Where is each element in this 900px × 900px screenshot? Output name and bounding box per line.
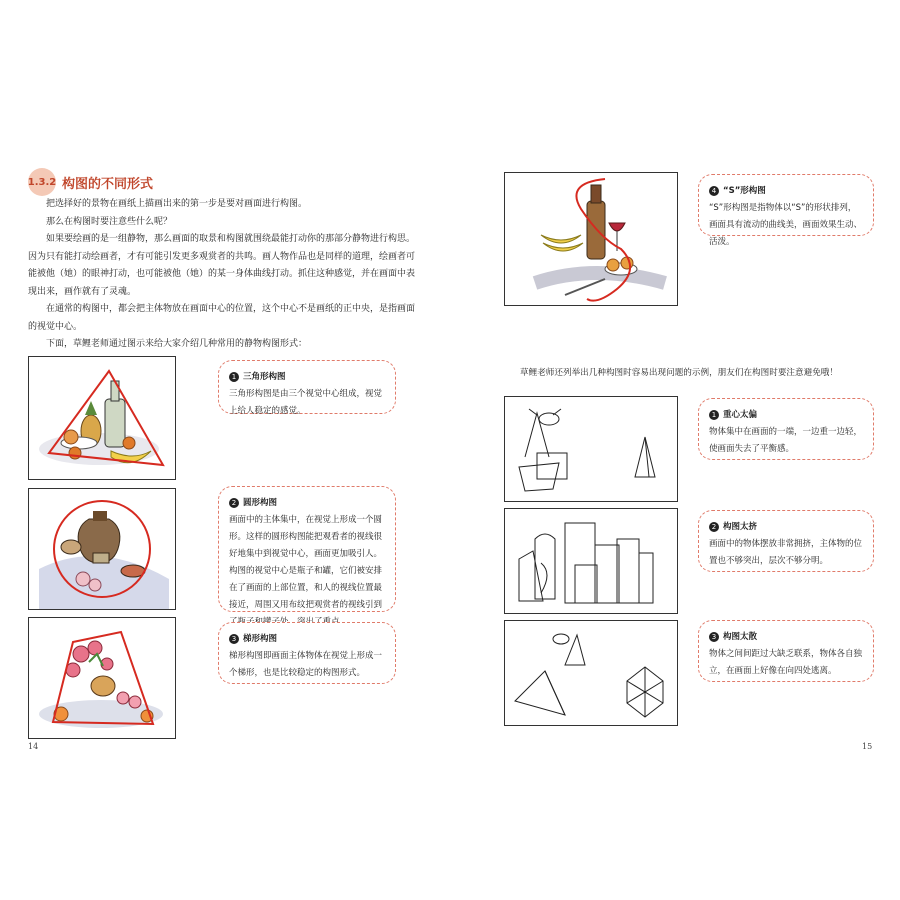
note-number: 1 xyxy=(229,372,239,382)
off-balance-illustration xyxy=(504,396,678,502)
note-number: 3 xyxy=(709,632,719,642)
intro-text xyxy=(28,196,423,354)
note-title: “S”形构图 xyxy=(723,186,766,196)
note-trapezoid xyxy=(218,622,396,684)
note-triangle xyxy=(218,360,396,414)
note-number: 1 xyxy=(709,410,719,420)
note-body: 三角形构图是由三个视觉中心组成，视觉上给人稳定的感觉。 xyxy=(229,389,383,416)
intro-paragraph: 把选择好的景物在画纸上描画出来的第一步是要对画面进行构图。 xyxy=(46,199,308,209)
note-title: 梯形构图 xyxy=(243,634,278,644)
note-number: 3 xyxy=(229,634,239,644)
note-title: 三角形构图 xyxy=(243,372,286,382)
page-number-left: 14 xyxy=(28,742,39,751)
note-off-balance xyxy=(698,398,874,460)
triangle-composition-illustration xyxy=(28,356,176,480)
note-number: 2 xyxy=(709,522,719,532)
problems-intro: 草鲤老师还列举出几种构图时容易出现问题的示例，朋友们在构图时要注意避免哦！ xyxy=(520,368,838,378)
note-title: 圆形构图 xyxy=(243,498,278,508)
note-title: 构图太挤 xyxy=(723,522,758,532)
intro-paragraph: 那么在构图时要注意些什么呢？ xyxy=(46,216,173,227)
intro-paragraph: 在通常的构图中，都会把主体物放在画面中心的位置，这个中心不是画纸的正中央，是指画面的视觉中心。 xyxy=(28,304,416,332)
section-number-badge: 1.3.2 xyxy=(28,168,56,196)
section-title: 构图的不同形式 xyxy=(62,176,154,192)
intro-paragraph: 下面，草鲤老师通过图示来给大家介绍几种常用的静物构图形式： xyxy=(46,339,308,349)
page-number-right: 15 xyxy=(862,742,873,751)
s-composition-illustration xyxy=(504,172,678,306)
note-body: 物体集中在画面的一端，一边重一边轻，使画面失去了平衡感。 xyxy=(709,427,863,454)
note-number: 4 xyxy=(709,186,719,196)
section-heading xyxy=(28,168,153,196)
note-body: 物体之间间距过大缺乏联系，物体各自独立，在画面上好像在向四处逃离。 xyxy=(709,649,863,676)
note-body: “S”形构图是指物体以“S”的形状排列，画面具有流动的曲线美，画面效果生动、活泼。 xyxy=(709,203,863,247)
scattered-illustration xyxy=(504,620,678,726)
note-title: 重心太偏 xyxy=(723,410,758,420)
note-number: 2 xyxy=(229,498,239,508)
circle-composition-illustration xyxy=(28,488,176,610)
note-body: 画面中的物体摆放非常拥挤，主体物的位置也不够突出，层次不够分明。 xyxy=(709,539,863,566)
note-circle xyxy=(218,486,396,612)
note-title: 构图太散 xyxy=(723,632,758,642)
note-body: 画面中的主体集中，在视觉上形成一个圆形。这样的圆形构图能把观看者的视线很好地集中到视觉中心，画面更加吸引人。构图的视觉中心是瓶子和罐，它们被安排在了画面的上部位置，和人的视线位置最接近，周围又用布纹把观赏者的视线引到 xyxy=(229,515,383,610)
note-s-shape xyxy=(698,174,874,247)
intro-paragraph: 如果要绘画的是一组静物，那么画面的取景和构图就围绕最能打动你的那部分静物进行构思。因为只有能打动绘画者，才有可能引发更多观赏者的共鸣。画人物作品也是同样的道理，绘画者可能被他（她）的眼神打动，也可能被他（她）的某一身体曲线打动。抓住这种感觉，并在画面中表现出来，画作就有了灵魂。 xyxy=(28,234,416,297)
note-crowded xyxy=(698,510,874,572)
note-scattered xyxy=(698,620,874,682)
crowded-illustration xyxy=(504,508,678,614)
trapezoid-composition-illustration xyxy=(28,617,176,739)
note-body: 梯形构图即画面主体物体在视觉上形成一个梯形，也是比较稳定的构图形式。 xyxy=(229,651,383,678)
